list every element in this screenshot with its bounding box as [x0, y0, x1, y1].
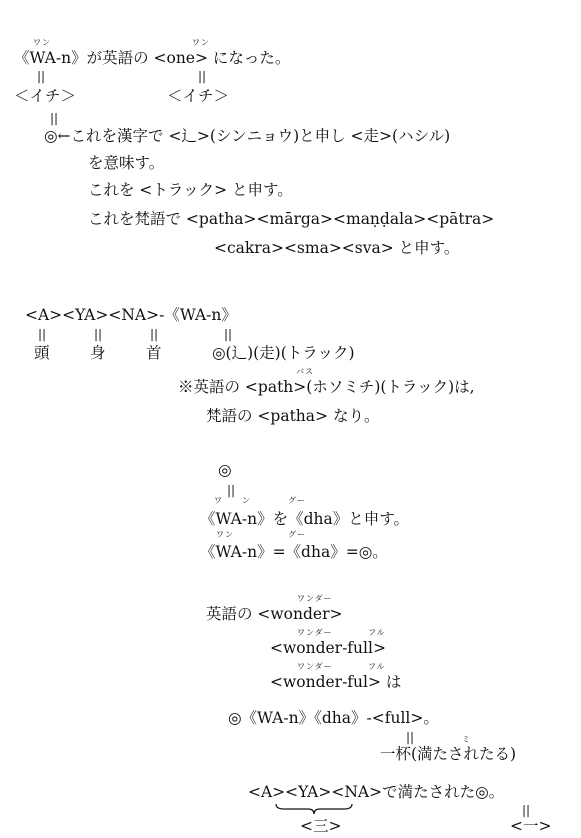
line-ayana-wan: <A><YA><NA>-《WA-n》	[25, 306, 237, 324]
line-imi: を意味す。	[88, 154, 165, 172]
note-patha: 梵語の <patha> なり。	[206, 407, 380, 425]
line-wan-dha: 《WA-n》を《dha》と申す。	[200, 510, 409, 528]
circle-mark: ◎	[218, 461, 232, 479]
line-wonder-ful: <wonder-ful> は	[270, 673, 402, 691]
ruby-wa: ワ	[214, 496, 223, 505]
ruby-wonder-1: ワンダー	[297, 594, 333, 603]
ruby-full-1: フル	[368, 628, 386, 637]
line-wonder: 英語の <wonder>	[206, 605, 343, 623]
label-san: <三>	[300, 817, 342, 835]
label-atama: 頭	[34, 344, 50, 362]
ruby-wonder-3: ワンダー	[297, 662, 333, 671]
label-kubi: 首	[146, 344, 162, 362]
equals-mark: ||	[522, 803, 531, 817]
line-bongo-2: <cakra><sma><sva> と申す。	[214, 239, 460, 257]
equals-mark: ||	[50, 111, 59, 125]
equals-mark: ||	[406, 730, 415, 744]
ruby-wonder-2: ワンダー	[297, 628, 333, 637]
equals-mark: ||	[94, 327, 103, 341]
equals-mark: ||	[38, 327, 47, 341]
equals-mark: ||	[37, 69, 46, 83]
line-mark-track: ◎(辶)(走)(トラック)	[212, 344, 355, 362]
ruby-full-2: フル	[368, 662, 386, 671]
ichi-label-right: ＜イチ＞	[167, 87, 230, 105]
equals-mark: ||	[224, 327, 233, 341]
line-track: これを <トラック> と申す。	[88, 181, 293, 199]
ruby-wan-2: ワン	[216, 530, 234, 539]
equals-mark: ||	[150, 327, 159, 341]
ruby-guu: グー	[288, 496, 306, 505]
line-wan-dha-full: ◎《WA-n》《dha》-<full>。	[228, 709, 439, 727]
note-path: ※英語の <path>(ホソミチ)(トラック)は,	[178, 378, 475, 396]
line-wan-one: 《WA-n》が英語の <one> になった。	[14, 49, 291, 67]
ruby-wan-one: ワン	[192, 38, 210, 47]
line-wonder-full: <wonder-full>	[270, 639, 386, 657]
ruby-basu: バス	[296, 367, 314, 376]
brace-mark	[274, 802, 354, 816]
label-ichi: <一>	[510, 817, 552, 835]
line-wan-dha-equal: 《WA-n》=《dha》=◎。	[200, 543, 388, 561]
ruby-mi: ミ	[462, 735, 471, 744]
equals-mark: ||	[198, 69, 207, 83]
line-bongo-1: これを梵語で <patha><mārga><maṇḍala><pātra>	[88, 210, 495, 228]
line-kanji-shinnyou: ◎←これを漢字で <辶>(シンニョウ)と申し <走>(ハシル)	[44, 127, 451, 145]
ichi-label-left: ＜イチ＞	[14, 87, 77, 105]
line-ayana-mitasareta: <A><YA><NA>で満たされた◎。	[248, 783, 505, 801]
equals-mark: ||	[227, 483, 236, 497]
ruby-n: ン	[242, 496, 251, 505]
label-mi: 身	[90, 344, 106, 362]
line-ippai: 一杯(満たされたる)	[380, 745, 517, 763]
ruby-wan: ワン	[33, 38, 51, 47]
ruby-guu-2: グー	[288, 530, 306, 539]
